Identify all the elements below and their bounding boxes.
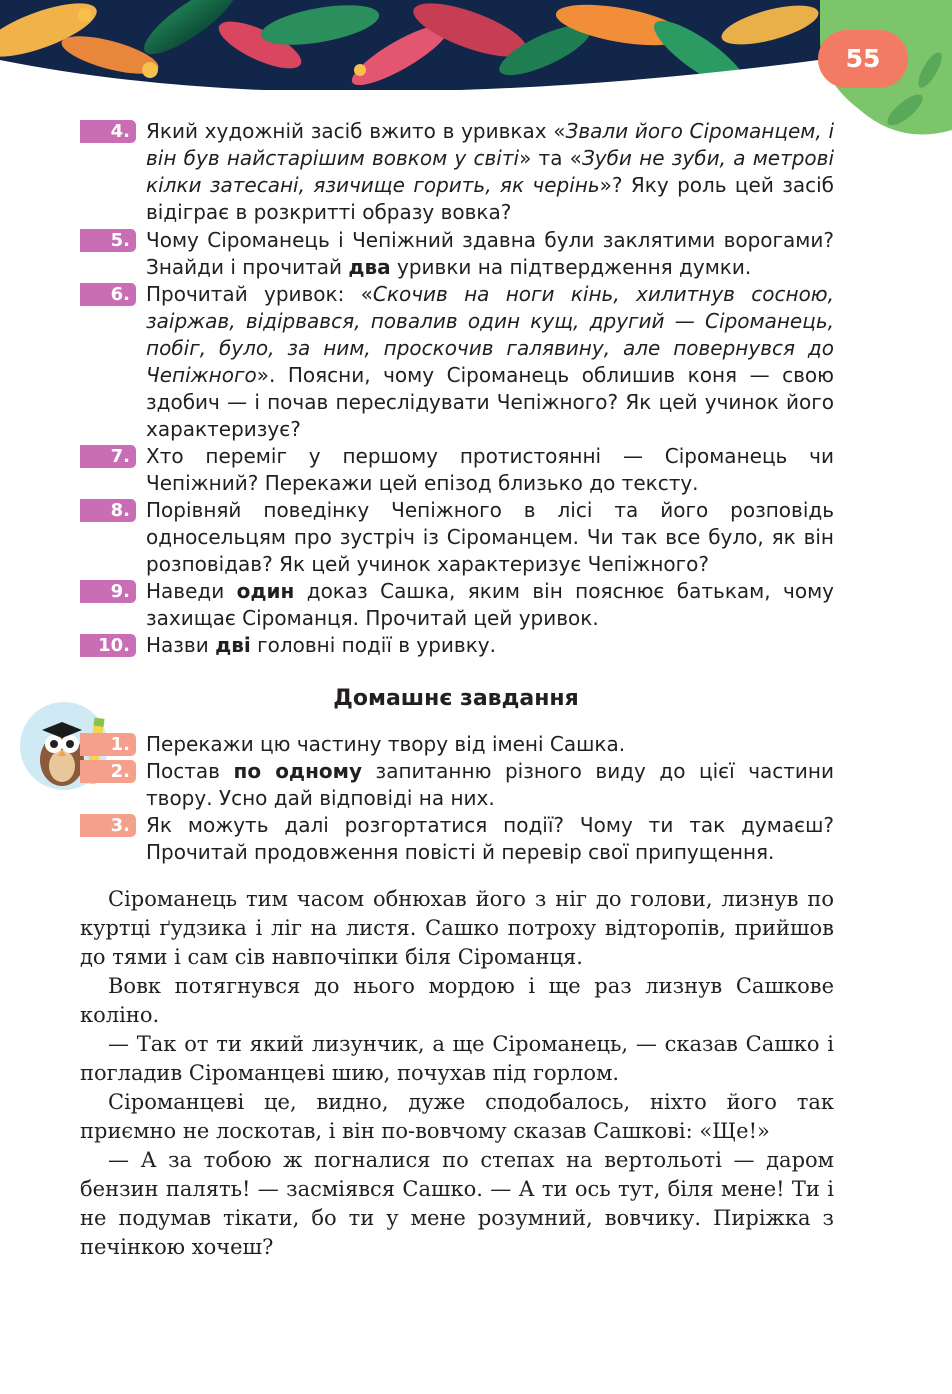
item-number-badge: 9.	[80, 580, 136, 603]
item-text: Назви дві головні події в уривку.	[146, 633, 496, 657]
item-text: Перекажи цю частину твору від імені Сашка.	[146, 732, 626, 756]
item-number-badge: 7.	[80, 445, 136, 468]
story-paragraph: Вовк потягнувся до нього мордою і ще раз лизнув Сашкове коліно.	[80, 974, 834, 1027]
item-text: Який художній засіб вжито в уривках «Звали його Сіроманцем, і він був найстарішим вовком у світі» та «Зуби не зуби, а метрові кілки затесані, язичище горить, як черінь»? Яку роль цей засіб відіграє в розкритті образу вовка?	[146, 119, 835, 224]
story-text	[80, 885, 834, 1262]
item-number-badge: 8.	[80, 499, 136, 522]
item-text: Чому Сіроманець і Чепіжний здавна були заклятими ворогами? Знайди і прочитай два уривки на підтвердження думки.	[146, 228, 834, 279]
item-number-badge: 2.	[80, 760, 136, 783]
item-text: Як можуть далі розгортатися події? Чому ти так думаєш? Прочитай продовження повісті й перевір свої припущення.	[146, 813, 834, 864]
story-paragraph: — Так от ти який лизунчик, а ще Сіроманець, — сказав Сашко і погладив Сіроманцеві шию, почухав під горлом.	[80, 1032, 834, 1085]
item-text: Прочитай уривок: «Скочив на ноги кінь, хилитнув сосною, заіржав, відірвався, повалив один кущ, другий — Сіроманець, побіг, було, за ним, проскочив галявину, але повернувся до Чепіжного». Поясни, чому Сіроманець облишив коня — свою здобич — і почав переслідувати Чепіжного? Як цей учинок його характеризує?	[146, 282, 834, 441]
item-text: Порівняй поведінку Чепіжного в лісі та його розповідь односельцям про зустріч із Сіроманцем. Чи так все було, як він розповідав? Як цей учинок характеризує Чепіжного?	[146, 498, 834, 576]
item-number-badge: 4.	[80, 120, 136, 143]
item-text: Хто переміг у першому протистоянні — Сіроманець чи Чепіжний? Перекажи цей епізод близько до тексту.	[146, 444, 834, 495]
homework-title: Домашнє завдання	[333, 686, 579, 711]
page-number-badge: 55	[818, 30, 908, 88]
story-paragraph: — А за тобою ж погналися по степах на вертольоті — даром бензин палять! — засміявся Сашко. — А ти ось тут, біля мене! Ти і не подумав тікати, бо ти у мене розумний, вовчику. Пиріжка з печінкою хочеш?	[80, 1148, 834, 1259]
item-number-badge: 10.	[80, 634, 136, 657]
item-text: Наведи один доказ Сашка, яким він пояснює батькам, чому захищає Сіроманця. Прочитай цей уривок.	[146, 579, 834, 630]
item-text: Постав по одному запитанню різного виду до цієї частини твору. Усно дай відповіді на них.	[146, 759, 834, 810]
story-paragraph: Сіроманцеві це, видно, дуже сподобалось, ніхто його так приємно не лоскотав, і він по-вовчому сказав Сашкові: «Ще!»	[80, 1090, 834, 1143]
story-paragraph: Сіроманець тим часом обнюхав його з ніг до голови, лизнув по куртці ґудзика і ліг на листя. Сашко потроху відторопів, прийшов до тями і сам сів навпочіпки біля Сіроманця.	[80, 887, 834, 969]
item-number-badge: 1.	[80, 733, 136, 756]
item-number-badge: 3.	[80, 814, 136, 837]
item-number-badge: 6.	[80, 283, 136, 306]
item-number-badge: 5.	[80, 229, 136, 252]
